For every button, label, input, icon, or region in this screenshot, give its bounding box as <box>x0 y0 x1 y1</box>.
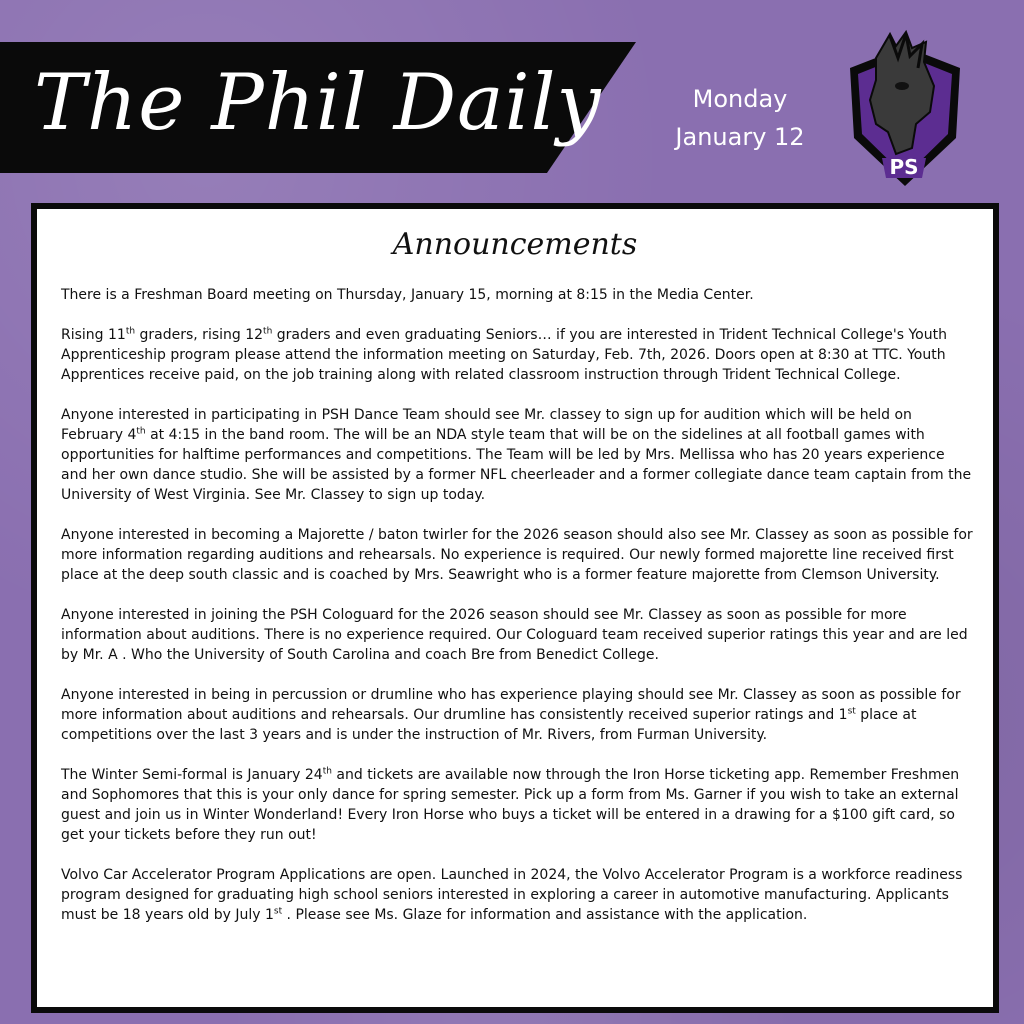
announcement-item: Anyone interested in participating in PSH Dance Team should see Mr. classey to sign up for audition which will be held on February 4th at 4:15 in the band room. The will be an NDA style team that will be on the sidelines at all football games with opportunities for halftime performances and competitions. The Team will be led by Mrs. Mellissa who has 20 years experience and her own dance studio. She will be assisted by a former NFL cheerleader and a former collegiate dance team captain from the University of West Virginia. See Mr. Classey to sign up today. <box>61 407 972 503</box>
logo-letters: PS <box>889 155 919 179</box>
horse-eye <box>895 82 909 90</box>
date-label: January 12 <box>675 123 805 151</box>
announcement-item: Rising 11th graders, rising 12th graders and even graduating Seniors… if you are interested in Trident Technical College's Youth Apprenticeship program please attend the information meeting on Saturday, Feb. 7th, 2026. Doors open at 8:30 at TTC. Youth Apprentices receive paid, on the job training along with related classroom instruction through Trident Technical College. <box>61 326 947 383</box>
horse-shield-logo <box>846 28 964 188</box>
announcement-item: Anyone interested in being in percussion or drumline who has experience playing should see Mr. Classey as soon as possible for more information about auditions and rehearsals. Our drumline has consistently received superior ratings and 1st place at competitions over the last 3 years and is under the instruction of Mr. Rivers, from Furman University. <box>61 687 961 743</box>
announcements-list <box>61 285 973 945</box>
announcement-item: Volvo Car Accelerator Program Applications are open. Launched in 2024, the Volvo Accelerator Program is a workforce readiness program designed for graduating high school seniors interested in exploring a career in automotive manufacturing. Applicants must be 18 years old by July 1st . Please see Ms. Glaze for information and assistance with the application. <box>61 867 963 923</box>
date-block <box>650 80 830 156</box>
announcement-item: Anyone interested in becoming a Majorette / baton twirler for the 2026 season should also see Mr. Classey as soon as possible for more information regarding auditions and rehearsals. No experience is required. Our newly formed majorette line received first place at the deep south classic and is coached by Mrs. Seawright who is a former feature majorette from Clemson University. <box>61 527 973 583</box>
announcement-item: There is a Freshman Board meeting on Thursday, January 15, morning at 8:15 in the Media Center. <box>61 287 754 303</box>
announcement-item: The Winter Semi-formal is January 24th and tickets are available now through the Iron Horse ticketing app. Remember Freshmen and Sophomores that this is your only dance for spring semester. Pick up a form from Ms. Garner if you wish to take an external guest and join us in Winter Wonderland! Every Iron Horse who buys a ticket will be entered in a drawing for a $100 gift card, so get your tickets before they run out! <box>61 766 960 843</box>
announcements-heading: Announcements <box>392 227 638 262</box>
announcements-panel <box>31 203 999 1013</box>
announcement-item: Anyone interested in joining the PSH Cologuard for the 2026 season should see Mr. Classey as soon as possible for more information about auditions. There is no experience required. Our Cologuard team received superior ratings this year and are led by Mr. A . Who the University of South Carolina and coach Bre from Benedict College. <box>61 607 968 663</box>
day-label: Monday <box>692 85 788 113</box>
newsletter-title: The Phil Daily <box>34 58 602 148</box>
